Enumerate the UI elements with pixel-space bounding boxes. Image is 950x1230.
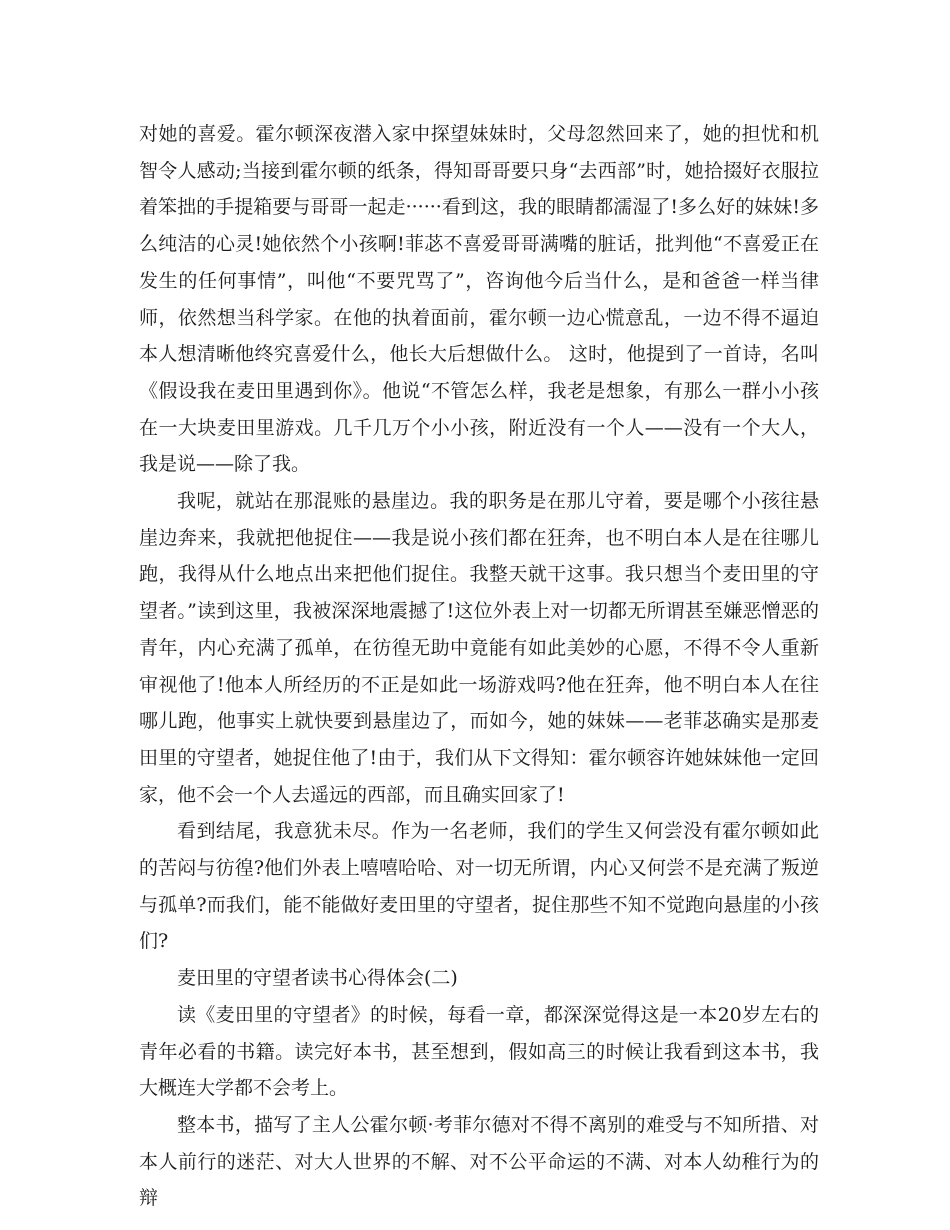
paragraph-5: 整本书，描写了主人公霍尔顿·考菲尔德对不得不离别的难受与不知所措、对本人前行的迷茫、对大人世界的不解、对不公平命运的不满、对本人幼稚行为的辩: [139, 1113, 819, 1210]
document-body: [139, 116, 819, 1217]
paragraph-3: 看到结尾，我意犹未尽。作为一名老师，我们的学生又何尝没有霍尔顿如此的苦闷与彷徨?他们外表上嘻嘻哈哈、对一切无所谓，内心又何尝不是充满了叛逆与孤单?而我们，能不能做好麦田里的守望者，捉住那些不知不觉跑向悬崖的小孩们?: [139, 820, 819, 953]
paragraph-1: 对她的喜爱。霍尔顿深夜潜入家中探望妹妹时，父母忽然回来了，她的担忧和机智令人感动;当接到霍尔顿的纸条，得知哥哥要只身“去西部”时，她拾掇好衣服拉着笨拙的手提箱要与哥哥一起走······看到这，我的眼睛都濡湿了!多么好的妹妹!多么纯洁的心灵!她依然个小孩啊!菲苾不喜爱哥哥满嘴的脏话，批判他“不喜爱正在发生的任何事情”，叫他“不要咒骂了”，咨询他今后当什么，是和爸爸一样当律师，依然想当科学家。在他的执着面前，霍尔顿一边心慌意乱，一边不得不逼迫本人想清晰他终究喜爱什么，他长大后想做什么。 这时，他提到了一首诗，名叫《假设我在麦田里遇到你》。他说“不管怎么样，我老是想象，有那么一群小小孩在一大块麦田里游戏。几千几万个小小孩，附近没有一个人——没有一个大人，我是说——除了我。: [139, 123, 819, 476]
section-heading: 麦田里的守望者读书心得体会(二): [177, 967, 458, 990]
paragraph-2: 我呢，就站在那混账的悬崖边。我的职务是在那儿守着，要是哪个小孩往悬崖边奔来，我就把他捉住——我是说小孩们都在狂奔，也不明白本人是在往哪儿跑，我得从什么地点出来把他们捉住。我整天就干这事。我只想当个麦田里的守望者。”读到这里，我被深深地震撼了!这位外表上对一切都无所谓甚至嫌恶憎恶的青年，内心充满了孤单，在彷徨无助中竟能有如此美妙的心愿，不得不令人重新审视他了!他本人所经历的不正是如此一场游戏吗?他在狂奔，他不明白本人在往哪儿跑，他事实上就快要到悬崖边了，而如今，她的妹妹——老菲苾确实是那麦田里的守望者，她捉住他了!由于，我们从下文得知：霍尔顿容许她妹妹他一定回家，他不会一个人去遥远的西部，而且确实回家了!: [139, 490, 819, 806]
paragraph-4: 读《麦田里的守望者》的时候，每看一章，都深深觉得这是一本20岁左右的青年必看的书籍。读完好本书，甚至想到，假如高三的时候让我看到这本书，我大概连大学都不会考上。: [139, 1003, 819, 1100]
